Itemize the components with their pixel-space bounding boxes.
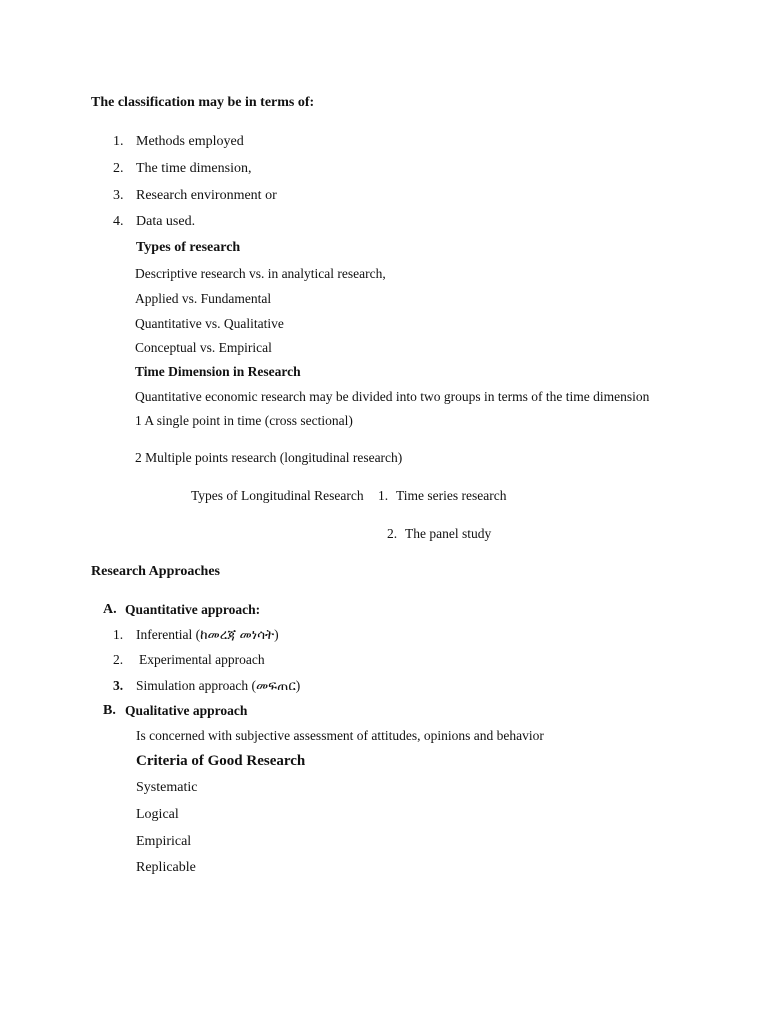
qualitative-approach-title: Qualitative approach — [125, 703, 248, 718]
list-number: 2. — [113, 161, 124, 176]
list-item: Inferential (ከመረጃ መነሳት) — [136, 627, 279, 642]
list-item: Logical — [136, 807, 179, 822]
list-item: Data used. — [136, 214, 196, 229]
list-item: Quantitative vs. Qualitative — [135, 316, 284, 331]
list-item: Empirical — [136, 834, 192, 849]
list-item: Conceptual vs. Empirical — [135, 340, 272, 355]
list-item: Research environment or — [136, 188, 277, 203]
list-item: Replicable — [136, 860, 196, 875]
list-item: Experimental approach — [139, 652, 265, 667]
time-point-1: 1 A single point in time (cross sectional) — [135, 413, 353, 428]
qualitative-description: Is concerned with subjective assessment of attitudes, opinions and behavior — [136, 728, 544, 743]
list-number: 2. — [387, 526, 398, 541]
list-item: The time dimension, — [136, 161, 252, 176]
list-number: 1. — [113, 627, 124, 642]
list-item: Simulation approach (መፍጠር) — [136, 678, 301, 693]
list-number: 3. — [113, 678, 124, 693]
list-item: The panel study — [405, 526, 492, 541]
types-of-research-title: Types of research — [136, 240, 241, 255]
list-item: Time series research — [396, 488, 507, 503]
quantitative-approach-title: Quantitative approach: — [125, 602, 261, 617]
section-letter: B. — [103, 703, 116, 718]
list-number: 3. — [113, 188, 124, 203]
longitudinal-label: Types of Longitudinal Research — [191, 488, 364, 503]
list-number: 1. — [378, 488, 389, 503]
list-item: Descriptive research vs. in analytical research, — [135, 266, 386, 281]
time-dimension-title: Time Dimension in Research — [135, 364, 301, 379]
list-number: 1. — [113, 134, 124, 149]
approaches-title: Research Approaches — [91, 564, 220, 579]
time-point-2: 2 Multiple points research (longitudinal research) — [135, 450, 403, 465]
time-dimension-intro: Quantitative economic research may be divided into two groups in terms of the time dimension — [135, 389, 650, 404]
list-number: 2. — [113, 652, 124, 667]
list-item: Methods employed — [136, 134, 244, 149]
list-item: Applied vs. Fundamental — [135, 291, 272, 306]
classification-heading: The classification may be in terms of: — [91, 95, 315, 110]
section-letter: A. — [103, 602, 117, 617]
list-item: Systematic — [136, 780, 198, 795]
list-number: 4. — [113, 214, 124, 229]
criteria-title: Criteria of Good Research — [136, 753, 306, 769]
